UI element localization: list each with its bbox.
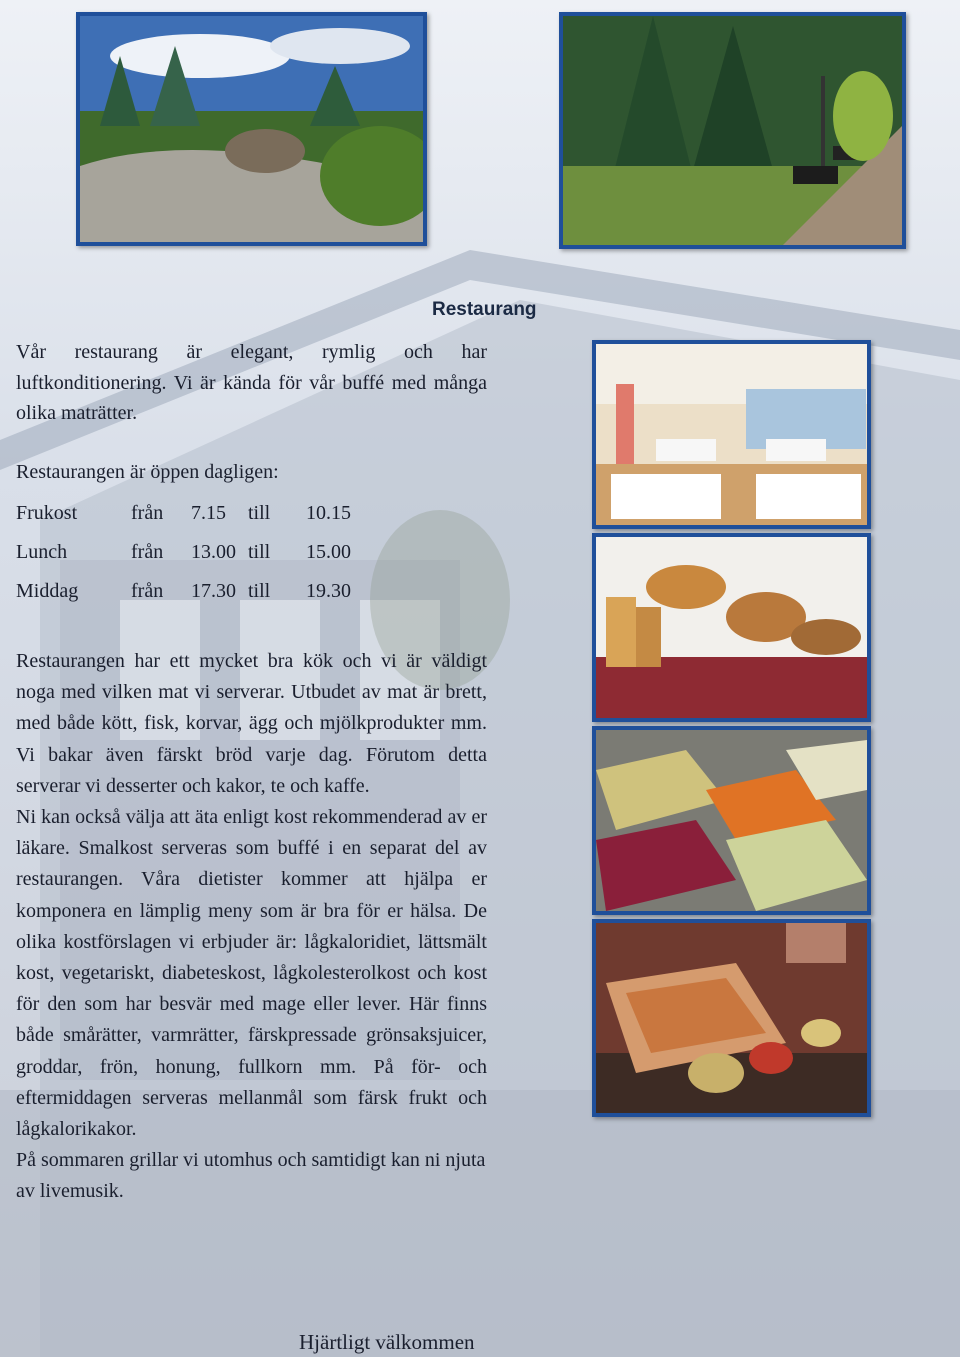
start-time: 13.00	[191, 541, 236, 563]
end-time: 10.15	[306, 502, 351, 524]
till-label: till	[248, 502, 271, 524]
park-path-photo	[76, 12, 427, 246]
till-label: till	[248, 541, 271, 563]
summer-paragraph: På sommaren grillar vi utomhus och samtidigt kan ni njuta av livemusik.	[16, 1149, 486, 1203]
start-time: 7.15	[191, 502, 226, 524]
hours-row-dinner	[16, 580, 436, 606]
meal-name: Lunch	[16, 541, 68, 563]
salad-bar-photo	[592, 726, 871, 915]
hours-row-lunch	[16, 541, 436, 567]
sausage-buffet-photo	[592, 919, 871, 1117]
intro-paragraph: Vår restaurang är elegant, rymlig och har luftkonditionering. Vi är kända för vår buffé med många olika maträtter.	[16, 341, 487, 424]
from-label: från	[131, 541, 164, 563]
hours-row-breakfast	[16, 502, 436, 528]
from-label: från	[131, 502, 164, 524]
welcome-text: Hjärtligt välkommen	[299, 1330, 475, 1354]
end-time: 15.00	[306, 541, 351, 563]
diet-paragraph: Ni kan också välja att äta enligt kost rekommenderad av er läkare. Smalkost serveras som buffé i en separat del av restaurangen. Våra dietister kommer att hjälpa er komponera en lämplig meny som är bra för er hälsa. De olika kostförslagen vi erbjuder är: lågkaloridiet, lättsmält kost, vegetariskt, diabeteskost, lågkolesterolkost och kost för den som har besvär med mage eller lever. Här finns både smårätter, varmrätter, färskpressade grönsaksjuicer, groddar, frön, honung, fullkorn mm. På för- och eftermiddagen serveras mellanmål som färsk frukt och lågkalorikakor.	[16, 806, 487, 1141]
start-time: 17.30	[191, 580, 236, 602]
garden-bench-photo	[559, 12, 906, 249]
dining-room-photo	[592, 340, 871, 529]
section-heading: Restaurang	[432, 299, 537, 320]
bread-buffet-photo	[592, 533, 871, 722]
kitchen-paragraph: Restaurangen har ett mycket bra kök och vi är väldigt noga med vilken mat vi serverar. Utbudet av mat är brett, med både kött, fisk, korvar, ägg och mjölkprodukter mm. Vi bakar även färskt bröd varje dag. Förutom detta serverar vi desserter och kakor, te och kaffe.	[16, 650, 487, 797]
description-text	[16, 646, 487, 1208]
till-label: till	[248, 580, 271, 602]
opening-hours-title: Restaurangen är öppen dagligen:	[16, 461, 279, 483]
meal-name: Middag	[16, 580, 79, 602]
end-time: 19.30	[306, 580, 351, 602]
from-label: från	[131, 580, 164, 602]
meal-name: Frukost	[16, 502, 78, 524]
